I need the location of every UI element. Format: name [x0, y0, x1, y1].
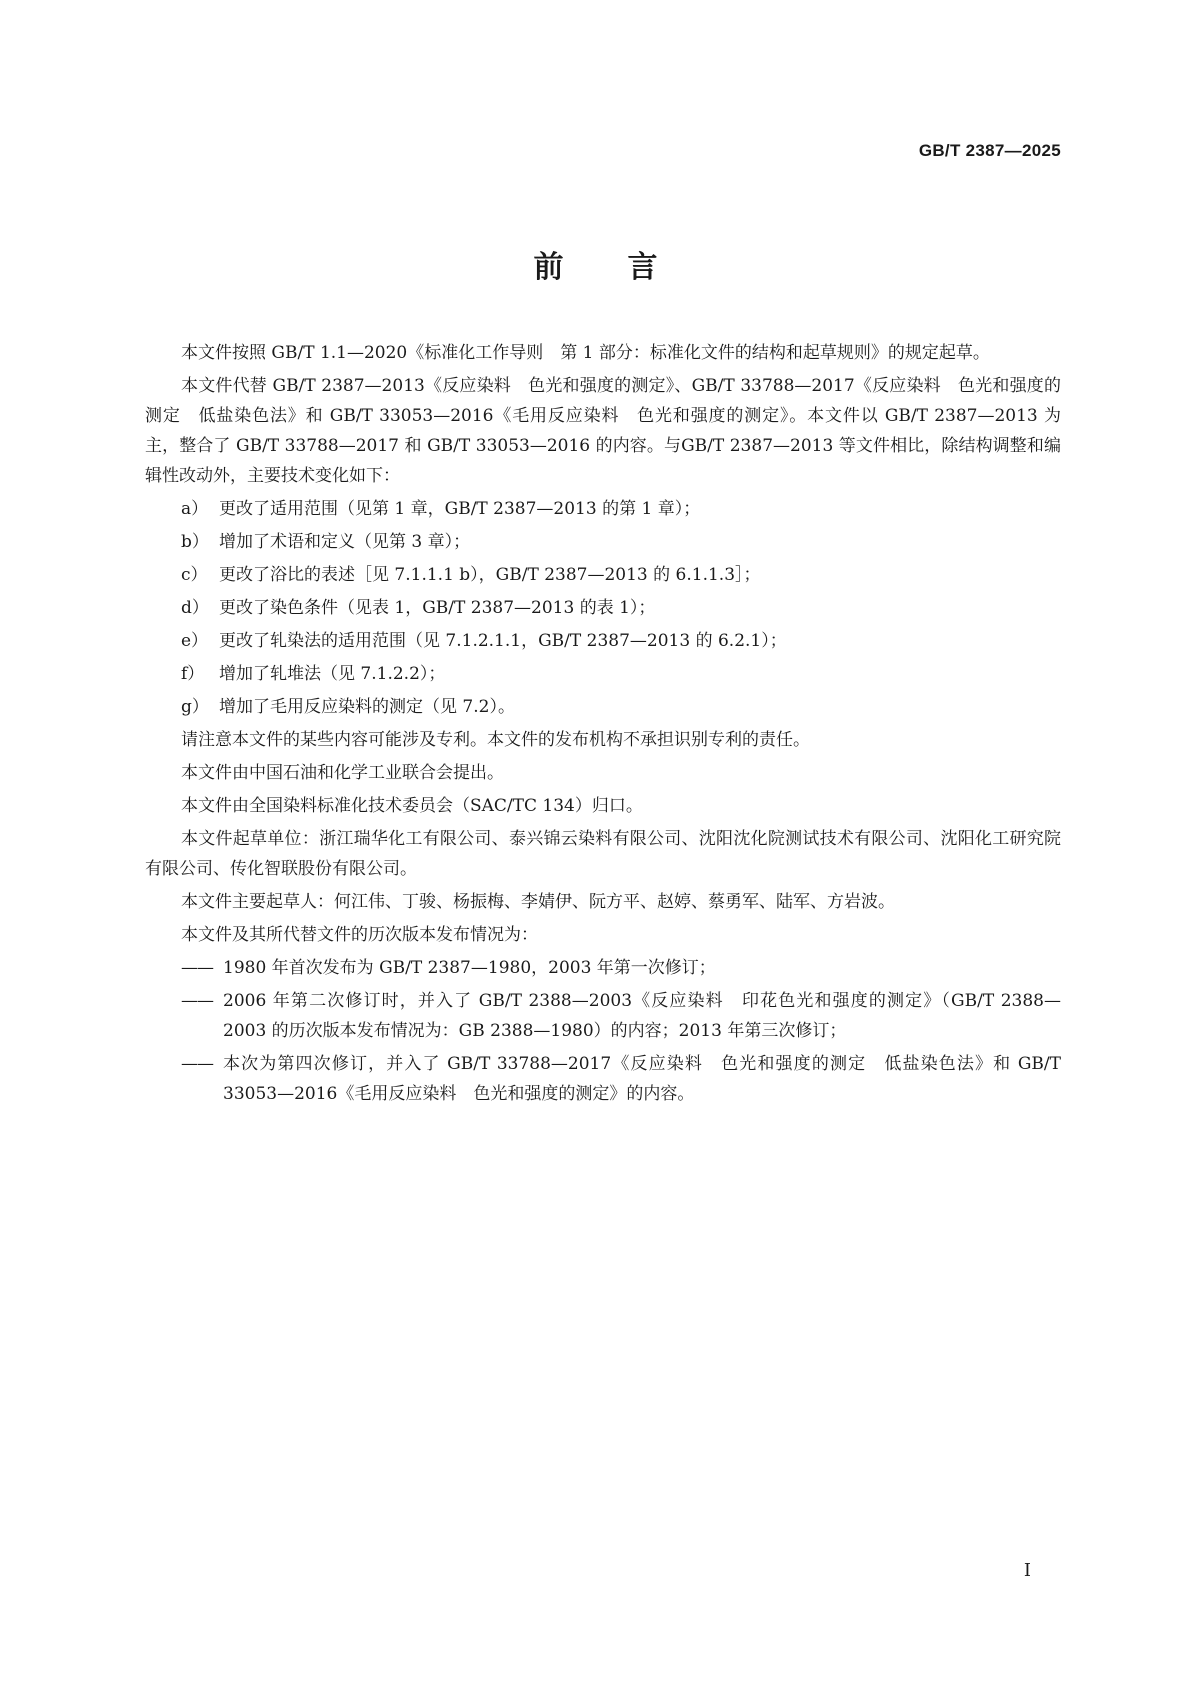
paragraph-drafting-units: 本文件起草单位：浙江瑞华化工有限公司、泰兴锦云染料有限公司、沈阳沈化院测试技术有限公司、沈阳化工研究院有限公司、传化智联股份有限公司。 [145, 829, 1061, 879]
history-dash: —— [181, 1054, 213, 1074]
paragraph-centralized-by: 本文件由全国染料标准化技术委员会（SAC/TC 134）归口。 [181, 796, 643, 816]
change-text: 增加了毛用反应染料的测定（见 7.2）。 [219, 697, 515, 717]
history-item [181, 953, 1061, 983]
page-number: I [1023, 1560, 1031, 1581]
change-text: 增加了轧堆法（见 7.1.2.2）； [219, 664, 446, 684]
history-dash: —— [181, 958, 213, 978]
change-item [181, 659, 1061, 689]
change-marker: g） [181, 697, 209, 717]
change-marker: a） [181, 499, 209, 519]
paragraph-replacement: 本文件代替 GB/T 2387—2013《反应染料 色光和强度的测定》、GB/T 33788—2017《反应染料 色光和强度的测定 低盐染色法》和 GB/T 33053—2016《毛用反应染料 色光和强度的测定》。本文件以 GB/T 2387—2013 为主，整合了 GB/T 33788—2017 和 GB/T 33053—2016 的内容。与GB/T 2387—2013 等文件相比，除结构调整和编辑性改动外，主要技术变化如下： [145, 376, 1061, 486]
change-item [181, 560, 1061, 590]
history-item [181, 1049, 1061, 1109]
change-text: 更改了适用范围（见第 1 章，GB/T 2387—2013 的第 1 章）； [219, 499, 701, 519]
history-dash: —— [181, 991, 213, 1011]
change-marker: e） [181, 631, 209, 651]
change-text: 更改了浴比的表述［见 7.1.1.1 b），GB/T 2387—2013 的 6.1.1.3］； [219, 565, 761, 585]
history-text: 本次为第四次修订，并入了 GB/T 33788—2017《反应染料 色光和强度的测定 低盐染色法》和 GB/T 33053—2016《毛用反应染料 色光和强度的测定》的内容。 [223, 1054, 1061, 1104]
change-item [181, 527, 1061, 557]
change-item [181, 494, 1061, 524]
page-title [0, 242, 1191, 286]
paragraph-patent-notice: 请注意本文件的某些内容可能涉及专利。本文件的发布机构不承担识别专利的责任。 [181, 730, 810, 750]
history-text: 2006 年第二次修订时，并入了 GB/T 2388—2003《反应染料 印花色光和强度的测定》（GB/T 2388—2003 的历次版本发布情况为：GB 2388—1980）的内容；2013 年第三次修订； [223, 991, 1061, 1041]
history-item [181, 986, 1061, 1046]
history-text: 1980 年首次发布为 GB/T 2387—1980，2003 年第一次修订； [223, 958, 716, 978]
standard-number: GB/T 2387—2025 [918, 141, 1061, 160]
paragraph-drafters: 本文件主要起草人：何江伟、丁骏、杨振梅、李婧伊、阮方平、赵婷、蔡勇军、陆军、方岩波。 [181, 892, 895, 912]
change-marker: f） [181, 664, 205, 684]
change-marker: c） [181, 565, 208, 585]
change-marker: d） [181, 598, 209, 618]
foreword-body [145, 338, 1061, 1112]
paragraph-proposed-by: 本文件由中国石油和化学工业联合会提出。 [181, 763, 504, 783]
change-item [181, 593, 1061, 623]
change-item [181, 692, 1061, 722]
title-char-1: 前 [533, 250, 564, 285]
paragraph-history-intro: 本文件及其所代替文件的历次版本发布情况为： [181, 925, 538, 945]
change-text: 增加了术语和定义（见第 3 章）； [219, 532, 471, 552]
change-text: 更改了轧染法的适用范围（见 7.1.2.1.1，GB/T 2387—2013 的 6.2.1）； [219, 631, 787, 651]
change-marker: b） [181, 532, 209, 552]
title-char-2: 言 [627, 250, 658, 285]
change-text: 更改了染色条件（见表 1，GB/T 2387—2013 的表 1）； [219, 598, 656, 618]
change-item [181, 626, 1061, 656]
paragraph-drafting-rules: 本文件按照 GB/T 1.1—2020《标准化工作导则 第 1 部分：标准化文件的结构和起草规则》的规定起草。 [181, 343, 990, 363]
